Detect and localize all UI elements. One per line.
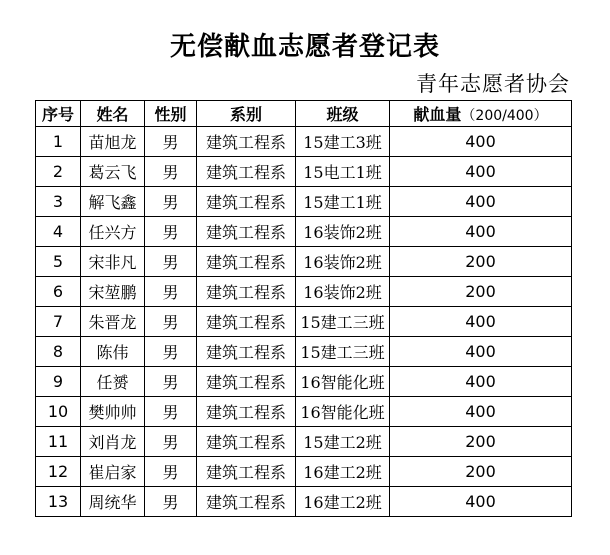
table-row: [36, 367, 572, 397]
table-row: [36, 157, 572, 187]
cell-gender: 男: [145, 127, 197, 157]
table-row: [36, 127, 572, 157]
table-row: [36, 427, 572, 457]
header-gender: 性别: [145, 101, 197, 127]
cell-no: 3: [36, 187, 81, 217]
cell-class: 15电工1班: [296, 157, 390, 187]
cell-department: 建筑工程系: [197, 367, 296, 397]
cell-no: 10: [36, 397, 81, 427]
header-name: 姓名: [81, 101, 145, 127]
header-department: 系别: [197, 101, 296, 127]
cell-no: 5: [36, 247, 81, 277]
cell-amount: 400: [390, 187, 572, 217]
cell-class: 16智能化班: [296, 397, 390, 427]
cell-no: 12: [36, 457, 81, 487]
cell-class: 15建工三班: [296, 337, 390, 367]
cell-gender: 男: [145, 457, 197, 487]
cell-amount: 400: [390, 397, 572, 427]
table-row: [36, 337, 572, 367]
cell-class: 16装饰2班: [296, 247, 390, 277]
cell-gender: 男: [145, 157, 197, 187]
cell-name: 解飞鑫: [81, 187, 145, 217]
cell-gender: 男: [145, 307, 197, 337]
cell-amount: 400: [390, 127, 572, 157]
cell-name: 周统华: [81, 487, 145, 517]
cell-no: 2: [36, 157, 81, 187]
table-row: [36, 487, 572, 517]
cell-class: 16装饰2班: [296, 217, 390, 247]
cell-gender: 男: [145, 397, 197, 427]
cell-name: 任兴方: [81, 217, 145, 247]
cell-amount: 200: [390, 247, 572, 277]
header-amount: [390, 101, 572, 127]
cell-no: 9: [36, 367, 81, 397]
cell-department: 建筑工程系: [197, 457, 296, 487]
organization-name: 青年志愿者协会: [416, 72, 570, 96]
cell-gender: 男: [145, 277, 197, 307]
cell-department: 建筑工程系: [197, 427, 296, 457]
cell-department: 建筑工程系: [197, 127, 296, 157]
table-row: [36, 307, 572, 337]
cell-amount: 400: [390, 157, 572, 187]
cell-amount: 400: [390, 487, 572, 517]
cell-department: 建筑工程系: [197, 277, 296, 307]
document-title: 无偿献血志愿者登记表: [169, 32, 440, 62]
cell-class: 15建工三班: [296, 307, 390, 337]
header-no: 序号: [36, 101, 81, 127]
cell-gender: 男: [145, 217, 197, 247]
cell-gender: 男: [145, 487, 197, 517]
cell-class: 16建工2班: [296, 487, 390, 517]
cell-name: 樊帅帅: [81, 397, 145, 427]
header-amount-label: 献血量: [413, 105, 462, 124]
cell-name: 任赟: [81, 367, 145, 397]
cell-name: 苗旭龙: [81, 127, 145, 157]
cell-gender: 男: [145, 337, 197, 367]
cell-department: 建筑工程系: [197, 157, 296, 187]
cell-class: 15建工3班: [296, 127, 390, 157]
cell-no: 11: [36, 427, 81, 457]
table-row: [36, 247, 572, 277]
cell-department: 建筑工程系: [197, 307, 296, 337]
cell-amount: 400: [390, 217, 572, 247]
table-header-row: [36, 101, 572, 127]
cell-gender: 男: [145, 367, 197, 397]
table-row: [36, 187, 572, 217]
cell-amount: 200: [390, 427, 572, 457]
cell-name: 陈伟: [81, 337, 145, 367]
table-row: [36, 277, 572, 307]
cell-gender: 男: [145, 187, 197, 217]
cell-no: 13: [36, 487, 81, 517]
cell-department: 建筑工程系: [197, 397, 296, 427]
cell-name: 葛云飞: [81, 157, 145, 187]
cell-no: 7: [36, 307, 81, 337]
table-row: [36, 457, 572, 487]
cell-gender: 男: [145, 247, 197, 277]
cell-no: 6: [36, 277, 81, 307]
cell-amount: 400: [390, 307, 572, 337]
cell-no: 4: [36, 217, 81, 247]
cell-no: 1: [36, 127, 81, 157]
cell-amount: 400: [390, 337, 572, 367]
table-body: [36, 127, 572, 517]
table-row: [36, 217, 572, 247]
cell-amount: 200: [390, 457, 572, 487]
cell-class: 15建工1班: [296, 187, 390, 217]
cell-name: 朱晋龙: [81, 307, 145, 337]
cell-name: 刘肖龙: [81, 427, 145, 457]
cell-name: 宋非凡: [81, 247, 145, 277]
cell-department: 建筑工程系: [197, 487, 296, 517]
table-row: [36, 397, 572, 427]
cell-gender: 男: [145, 427, 197, 457]
cell-department: 建筑工程系: [197, 217, 296, 247]
cell-class: 16智能化班: [296, 367, 390, 397]
cell-class: 15建工2班: [296, 427, 390, 457]
cell-amount: 200: [390, 277, 572, 307]
cell-amount: 400: [390, 367, 572, 397]
cell-department: 建筑工程系: [197, 337, 296, 367]
cell-department: 建筑工程系: [197, 187, 296, 217]
cell-no: 8: [36, 337, 81, 367]
header-class: 班级: [296, 101, 390, 127]
cell-name: 宋堃鹏: [81, 277, 145, 307]
cell-department: 建筑工程系: [197, 247, 296, 277]
volunteer-register-table: [35, 100, 572, 517]
cell-name: 崔启家: [81, 457, 145, 487]
cell-class: 16建工2班: [296, 457, 390, 487]
cell-class: 16装饰2班: [296, 277, 390, 307]
header-amount-note: （200/400）: [461, 108, 548, 124]
